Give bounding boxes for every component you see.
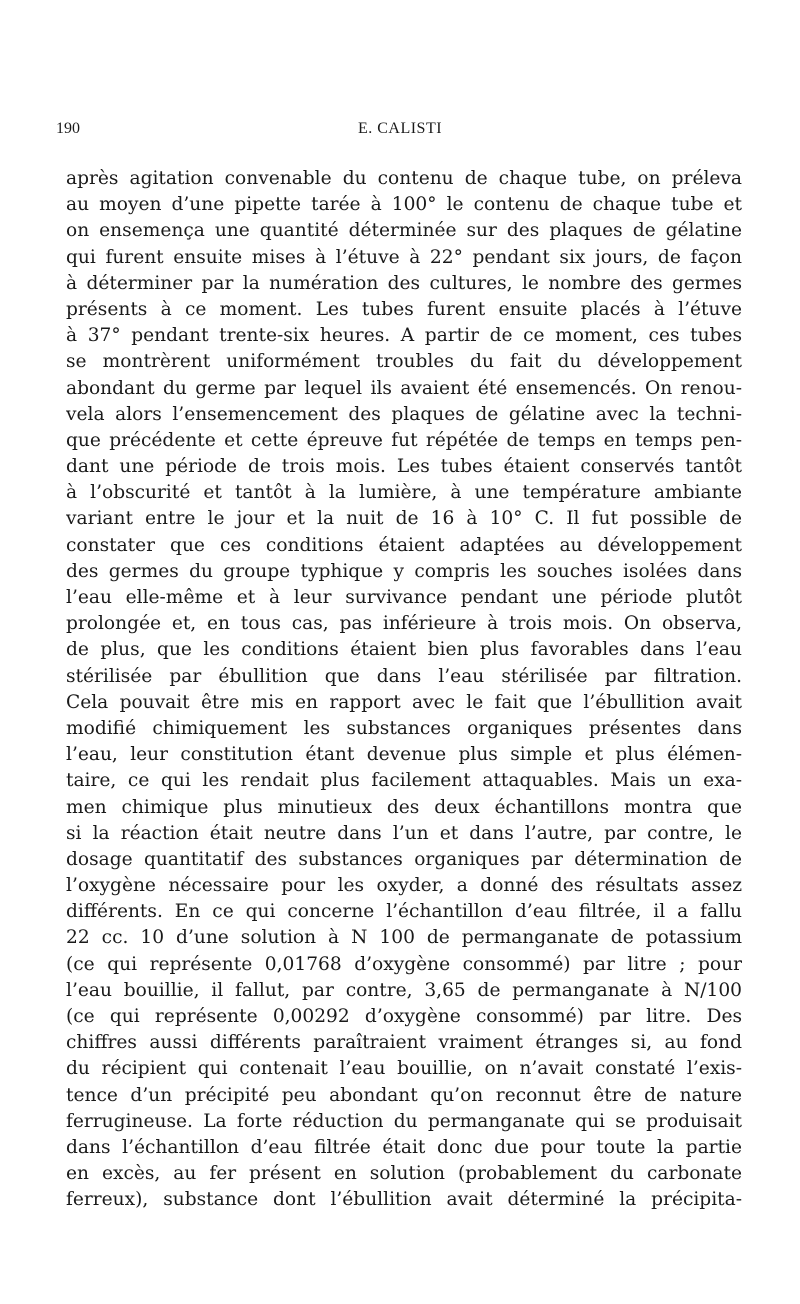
text-line: on ensemença une quantité déterminée sur des plaques de gélatine <box>66 220 742 242</box>
text-line: dosage quantitatif des substances organiques par détermination de <box>66 848 742 870</box>
text-line: l’eau, leur constitution étant devenue plus simple et plus élémen- <box>66 744 742 766</box>
text-line: l’oxygène nécessaire pour les oxyder, a donné des résultats assez <box>66 875 742 897</box>
text-line: au moyen d’une pipette tarée à 100° le contenu de chaque tube et <box>66 194 742 216</box>
text-line: après agitation convenable du contenu de chaque tube, on préleva <box>66 168 742 189</box>
text-line: variant entre le jour et la nuit de 16 à 10° C. Il fut possible de <box>66 508 742 530</box>
text-line: à déterminer par la numération des cultures, le nombre des germes <box>66 272 742 294</box>
text-line: Cela pouvait être mis en rapport avec le fait que l’ébullition avait <box>66 691 742 713</box>
text-line: ferrugineuse. La forte réduction du permanganate qui se produisait <box>66 1110 742 1132</box>
page-header <box>56 120 744 144</box>
text-line: présents à ce moment. Les tubes furent ensuite placés à l’étuve <box>66 298 742 320</box>
text-line: de plus, que les conditions étaient bien plus favorables dans l’eau <box>66 639 742 661</box>
text-line: vela alors l’ensemencement des plaques de gélatine avec la techni- <box>66 403 742 425</box>
text-line: différents. En ce qui concerne l’échantillon d’eau filtrée, il a fallu <box>66 901 742 923</box>
text-line: chiffres aussi différents paraîtraient vraiment étranges si, au fond <box>66 1032 742 1054</box>
text-line: taire, ce qui les rendait plus facilement attaquables. Mais un exa- <box>66 770 742 792</box>
text-line: l’eau elle-même et à leur survivance pendant une période plutôt <box>66 587 742 608</box>
running-head: E. CALISTI <box>357 120 443 137</box>
text-line: (ce qui représente 0,00292 d’oxygène consommé) par litre. Des <box>66 1006 742 1027</box>
text-line: l’eau bouillie, il fallut, par contre, 3,65 de permanganate à N/100 <box>66 979 742 1001</box>
text-line: à 37° pendant trente-six heures. A partir de ce moment, ces tubes <box>66 325 742 347</box>
text-line: des germes du groupe typhique y compris les souches isolées dans <box>66 560 742 582</box>
text-line: du récipient qui contenait l’eau bouillie, on n’avait constaté l’exis- <box>66 1058 742 1080</box>
text-line: men chimique plus minutieux des deux échantillons montra que <box>66 796 742 818</box>
text-line: abondant du germe par lequel ils avaient été ensemencés. On renou- <box>66 377 742 399</box>
text-line: (ce qui représente 0,01768 d’oxygène consommé) par litre ; pour <box>66 953 742 975</box>
text-line: modifié chimiquement les substances organiques présentes dans <box>66 717 742 739</box>
text-line: qui furent ensuite mises à l’étuve à 22° pendant six jours, de façon <box>66 246 742 268</box>
text-line: à l’obscurité et tantôt à la lumière, à une température ambiante <box>66 482 742 504</box>
text-line: tence d’un précipité peu abondant qu’on reconnut être de nature <box>66 1084 742 1106</box>
text-line: ferreux), substance dont l’ébullition avait déterminé la précipita- <box>66 1189 742 1211</box>
text-line: 22 cc. 10 d’une solution à N 100 de permanganate de potassium <box>66 927 742 949</box>
text-line: prolongée et, en tous cas, pas inférieure à trois mois. On observa, <box>66 613 742 635</box>
text-line: stérilisée par ébullition que dans l’eau stérilisée par filtration. <box>66 665 742 687</box>
text-line: en excès, au fer présent en solution (probablement du carbonate <box>66 1163 742 1185</box>
text-line: si la réaction était neutre dans l’un et dans l’autre, par contre, le <box>66 822 742 844</box>
body-paragraph <box>66 166 742 1214</box>
text-line: que précédente et cette épreuve fut répétée de temps en temps pen- <box>66 429 742 451</box>
text-line: dant une période de trois mois. Les tubes étaient conservés tantôt <box>66 456 742 478</box>
text-line: dans l’échantillon d’eau filtrée était donc due pour toute la partie <box>66 1136 742 1158</box>
text-line: constater que ces conditions étaient adaptées au développement <box>66 534 742 556</box>
text-line: se montrèrent uniformément troubles du fait du développement <box>66 351 742 373</box>
page-number: 190 <box>56 120 80 137</box>
